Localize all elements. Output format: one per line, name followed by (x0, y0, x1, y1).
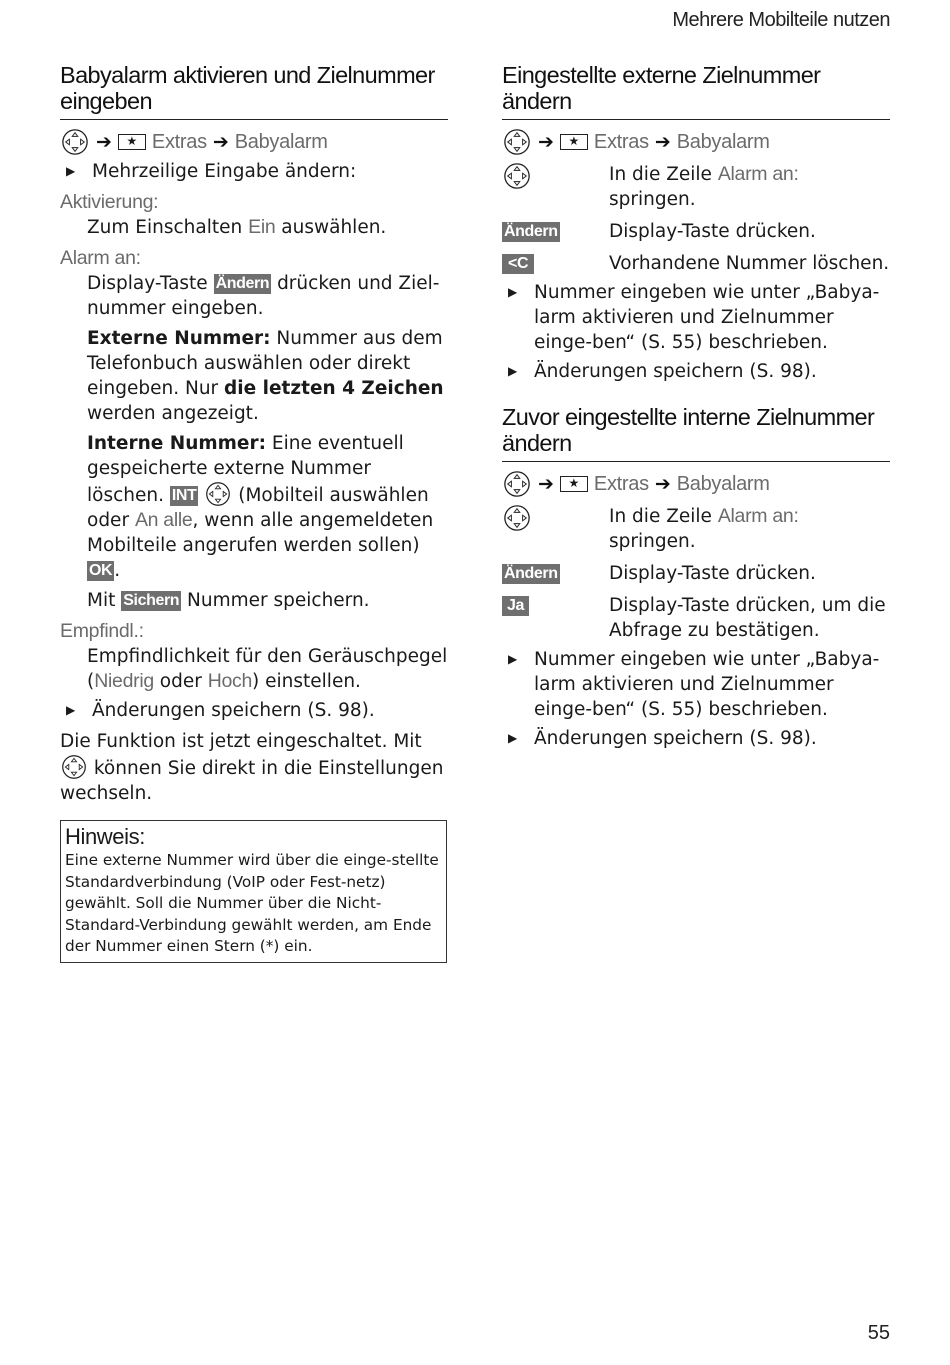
menu-path: ➔ ★ Extras ➔ Babyalarm (502, 471, 890, 497)
star-key-icon: ★ (560, 476, 588, 492)
menu-path: ➔ ★ Extras ➔ Babyalarm (502, 129, 890, 155)
key-aendern: Ändern (504, 223, 558, 240)
star-key-icon: ★ (118, 134, 146, 150)
right-column (502, 62, 890, 751)
left-column (60, 62, 448, 806)
step-row: In die Zeile Alarm an: springen. (502, 504, 890, 554)
interne-nummer-text: Interne Nummer: Eine eventuell gespeicherte externe Nummer löschen. INT (Mobilteil auswählen oder An alle, wenn alle angemeldeten Mobilteile angerufen werden sollen) OK . (87, 433, 434, 581)
label-alarm-an: Alarm an: (60, 247, 141, 269)
bullet-triangle-icon: ▶ (66, 164, 76, 178)
alarm-an-text: Display-Taste Ändern drücken und Ziel-nummer eingeben. (87, 273, 440, 319)
bullet-triangle-icon: ▶ (508, 652, 518, 666)
bullet-item: ▶ Mehrzeilige Eingabe ändern: (66, 161, 357, 182)
key-aendern: Ändern (504, 565, 558, 582)
hint-box (60, 820, 447, 963)
label-aktivierung: Aktivierung: (60, 191, 159, 213)
section-title-interne: Zuvor eingestellte interne Zielnummer ändern (502, 404, 890, 462)
nav-key-icon (502, 504, 532, 532)
step-row: In die Zeile Alarm an: springen. (502, 162, 890, 212)
arrow-right-icon: ➔ (538, 131, 554, 153)
nav-key-icon (502, 470, 532, 498)
bullet-triangle-icon: ▶ (66, 703, 76, 717)
hint-title: Hinweis: (65, 824, 145, 849)
final-paragraph: Die Funktion ist jetzt eingeschaltet. Mit können Sie direkt in die Einstellungen wechseln. (60, 731, 444, 804)
menu-extras: Extras (151, 130, 207, 153)
step-row: Ja Display-Taste drücken, um die Abfrage zu bestätigen. (502, 593, 890, 643)
step-row: Ändern Display-Taste drücken. (504, 221, 816, 242)
arrow-right-icon: ➔ (654, 131, 671, 153)
hint-body: Eine externe Nummer wird über die einge-stellte Standardverbindung (VoIP oder Fest-netz) gewählt. Soll die Nummer über die Nicht-Standard-Verbindung gewählt werden, am Ende der Nummer einen Stern (*) ein. (65, 851, 439, 955)
arrow-right-icon: ➔ (654, 473, 671, 495)
page-number: 55 (867, 1322, 890, 1344)
bullet-item: ▶ Änderungen speichern (S. 98). (508, 361, 817, 382)
nav-key-icon (502, 162, 532, 190)
nav-key-icon (60, 754, 88, 780)
externe-nummer-text: Externe Nummer: Nummer aus dem Telefonbuch auswählen oder direkt eingeben. Nur die letzten 4 Zeichen werden angezeigt. (87, 328, 444, 424)
running-header: Mehrere Mobilteile nutzen (672, 9, 890, 31)
step-row: Ändern Display-Taste drücken. (504, 563, 816, 584)
empfindl-text: Empfindlichkeit für den Geräuschpegel (Niedrig oder Hoch) einstellen. (87, 646, 448, 692)
key-ok: OK (89, 562, 113, 579)
sichern-text: Mit Sichern Nummer speichern. (87, 590, 370, 611)
menu-path (60, 129, 448, 155)
key-delete: <C (502, 254, 534, 274)
arrow-right-icon: ➔ (538, 473, 554, 495)
arrow-right-icon: ➔ (212, 131, 229, 153)
nav-key-icon (60, 128, 90, 156)
bullet-triangle-icon: ▶ (508, 285, 518, 299)
bullet-item: ▶ Nummer eingeben wie unter „Babya-larm aktivieren und Zielnummer einge-ben“ (S. 55) beschrieben. (508, 282, 880, 353)
key-ja: Ja (502, 596, 529, 616)
bullet-item: ▶ Nummer eingeben wie unter „Babya-larm aktivieren und Zielnummer einge-ben“ (S. 55) beschrieben. (508, 649, 880, 720)
key-sichern: Sichern (123, 592, 180, 609)
menu-babyalarm: Babyalarm (234, 130, 328, 153)
section-title-externe: Eingestellte externe Zielnummer ändern (502, 62, 890, 120)
key-int: INT (171, 487, 197, 504)
arrow-right-icon: ➔ (96, 131, 112, 153)
nav-key-icon (204, 481, 232, 507)
bullet-triangle-icon: ▶ (508, 364, 518, 378)
aktivierung-text: Zum Einschalten Ein auswählen. (87, 216, 387, 238)
label-empfindl: Empfindl.: (60, 620, 144, 642)
bullet-item: ▶ Änderungen speichern (S. 98). (508, 728, 817, 749)
step-row: <C Vorhandene Nummer löschen. (502, 251, 890, 276)
bullet-item: ▶ Änderungen speichern (S. 98). (66, 700, 375, 721)
key-aendern: Ändern (215, 275, 270, 292)
section-title-babyalarm: Babyalarm aktivieren und Zielnummer eingeben (60, 62, 448, 120)
nav-key-icon (502, 128, 532, 156)
star-key-icon: ★ (560, 134, 588, 150)
bullet-triangle-icon: ▶ (508, 731, 518, 745)
